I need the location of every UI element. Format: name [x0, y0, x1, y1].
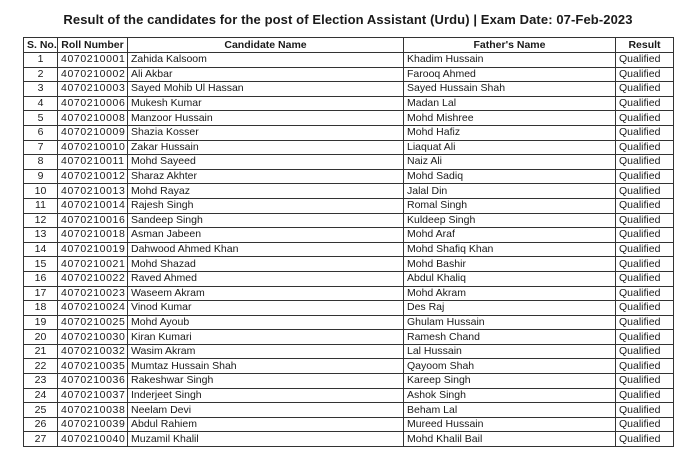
result-cell: Qualified: [616, 53, 674, 68]
result-cell: Qualified: [616, 111, 674, 126]
header-sno: S. No.: [24, 38, 58, 53]
serial-number-cell: 23: [24, 374, 58, 389]
page-title: Result of the candidates for the post of Election Assistant (Urdu) | Exam Date: 07-Feb-2023: [63, 12, 633, 27]
roll-number-cell: 4070210013: [58, 184, 128, 199]
table-body: [24, 53, 674, 447]
fathers-name-cell: Kuldeep Singh: [404, 213, 616, 228]
table-row: [24, 417, 674, 432]
candidate-name-cell: Shazia Kosser: [128, 125, 404, 140]
roll-number-cell: 4070210032: [58, 344, 128, 359]
table-row: [24, 198, 674, 213]
table-row: [24, 67, 674, 82]
serial-number-cell: 10: [24, 184, 58, 199]
roll-number-cell: 4070210038: [58, 403, 128, 418]
fathers-name-cell: Madan Lal: [404, 96, 616, 111]
roll-number-cell: 4070210006: [58, 96, 128, 111]
fathers-name-cell: Mohd Mishree: [404, 111, 616, 126]
candidate-name-cell: Mohd Sayeed: [128, 155, 404, 170]
fathers-name-cell: Mohd Akram: [404, 286, 616, 301]
serial-number-cell: 6: [24, 125, 58, 140]
candidate-name-cell: Sayed Mohib Ul Hassan: [128, 82, 404, 97]
fathers-name-cell: Abdul Khaliq: [404, 271, 616, 286]
candidate-name-cell: Dahwood Ahmed Khan: [128, 242, 404, 257]
result-cell: Qualified: [616, 301, 674, 316]
candidate-name-cell: Neelam Devi: [128, 403, 404, 418]
result-cell: Qualified: [616, 403, 674, 418]
roll-number-cell: 4070210003: [58, 82, 128, 97]
result-cell: Qualified: [616, 228, 674, 243]
result-cell: Qualified: [616, 198, 674, 213]
result-cell: Qualified: [616, 432, 674, 447]
fathers-name-cell: Farooq Ahmed: [404, 67, 616, 82]
table-row: [24, 169, 674, 184]
table-row: [24, 242, 674, 257]
candidate-name-cell: Muzamil Khalil: [128, 432, 404, 447]
table-row: [24, 213, 674, 228]
serial-number-cell: 20: [24, 330, 58, 345]
serial-number-cell: 18: [24, 301, 58, 316]
table-row: [24, 257, 674, 272]
result-cell: Qualified: [616, 96, 674, 111]
candidate-name-cell: Sandeep Singh: [128, 213, 404, 228]
header-roll-number: Roll Number: [58, 38, 128, 53]
fathers-name-cell: Beham Lal: [404, 403, 616, 418]
roll-number-cell: 4070210011: [58, 155, 128, 170]
fathers-name-cell: Liaquat Ali: [404, 140, 616, 155]
roll-number-cell: 4070210023: [58, 286, 128, 301]
candidate-name-cell: Waseem Akram: [128, 286, 404, 301]
header-row: [24, 38, 674, 53]
fathers-name-cell: Mohd Araf: [404, 228, 616, 243]
result-cell: Qualified: [616, 169, 674, 184]
candidate-name-cell: Asman Jabeen: [128, 228, 404, 243]
candidate-name-cell: Mohd Shazad: [128, 257, 404, 272]
table-row: [24, 184, 674, 199]
serial-number-cell: 19: [24, 315, 58, 330]
result-cell: Qualified: [616, 374, 674, 389]
candidate-name-cell: Mohd Ayoub: [128, 315, 404, 330]
serial-number-cell: 7: [24, 140, 58, 155]
candidate-name-cell: Sharaz Akhter: [128, 169, 404, 184]
header-candidate-name: Candidate Name: [128, 38, 404, 53]
table-row: [24, 228, 674, 243]
candidate-name-cell: Abdul Rahiem: [128, 417, 404, 432]
serial-number-cell: 16: [24, 271, 58, 286]
serial-number-cell: 13: [24, 228, 58, 243]
serial-number-cell: 17: [24, 286, 58, 301]
roll-number-cell: 4070210018: [58, 228, 128, 243]
serial-number-cell: 26: [24, 417, 58, 432]
header-fathers-name: Father's Name: [404, 38, 616, 53]
table-row: [24, 344, 674, 359]
serial-number-cell: 25: [24, 403, 58, 418]
table-row: [24, 271, 674, 286]
result-cell: Qualified: [616, 330, 674, 345]
serial-number-cell: 14: [24, 242, 58, 257]
fathers-name-cell: Mohd Shafiq Khan: [404, 242, 616, 257]
candidate-name-cell: Rakeshwar Singh: [128, 374, 404, 389]
serial-number-cell: 5: [24, 111, 58, 126]
roll-number-cell: 4070210009: [58, 125, 128, 140]
table-row: [24, 330, 674, 345]
roll-number-cell: 4070210010: [58, 140, 128, 155]
roll-number-cell: 4070210040: [58, 432, 128, 447]
candidate-name-cell: Kiran Kumari: [128, 330, 404, 345]
fathers-name-cell: Ghulam Hussain: [404, 315, 616, 330]
candidate-name-cell: Wasim Akram: [128, 344, 404, 359]
result-cell: Qualified: [616, 359, 674, 374]
fathers-name-cell: Ramesh Chand: [404, 330, 616, 345]
table-row: [24, 125, 674, 140]
table-row: [24, 359, 674, 374]
result-cell: Qualified: [616, 344, 674, 359]
result-cell: Qualified: [616, 67, 674, 82]
result-cell: Qualified: [616, 242, 674, 257]
serial-number-cell: 8: [24, 155, 58, 170]
fathers-name-cell: Kareep Singh: [404, 374, 616, 389]
candidate-name-cell: Rajesh Singh: [128, 198, 404, 213]
roll-number-cell: 4070210002: [58, 67, 128, 82]
table-row: [24, 315, 674, 330]
roll-number-cell: 4070210012: [58, 169, 128, 184]
table-row: [24, 432, 674, 447]
roll-number-cell: 4070210039: [58, 417, 128, 432]
fathers-name-cell: Ashok Singh: [404, 388, 616, 403]
fathers-name-cell: Sayed Hussain Shah: [404, 82, 616, 97]
roll-number-cell: 4070210008: [58, 111, 128, 126]
candidate-name-cell: Manzoor Hussain: [128, 111, 404, 126]
result-cell: Qualified: [616, 257, 674, 272]
serial-number-cell: 4: [24, 96, 58, 111]
fathers-name-cell: Des Raj: [404, 301, 616, 316]
fathers-name-cell: Romal Singh: [404, 198, 616, 213]
header-result: Result: [616, 38, 674, 53]
fathers-name-cell: Lal Hussain: [404, 344, 616, 359]
result-cell: Qualified: [616, 140, 674, 155]
serial-number-cell: 27: [24, 432, 58, 447]
fathers-name-cell: Mohd Sadiq: [404, 169, 616, 184]
table-row: [24, 140, 674, 155]
roll-number-cell: 4070210022: [58, 271, 128, 286]
fathers-name-cell: Qayoom Shah: [404, 359, 616, 374]
table-row: [24, 403, 674, 418]
result-cell: Qualified: [616, 82, 674, 97]
results-table: [23, 37, 674, 447]
fathers-name-cell: Khadim Hussain: [404, 53, 616, 68]
roll-number-cell: 4070210036: [58, 374, 128, 389]
roll-number-cell: 4070210024: [58, 301, 128, 316]
candidate-name-cell: Ali Akbar: [128, 67, 404, 82]
roll-number-cell: 4070210021: [58, 257, 128, 272]
table-row: [24, 155, 674, 170]
serial-number-cell: 9: [24, 169, 58, 184]
roll-number-cell: 4070210001: [58, 53, 128, 68]
serial-number-cell: 12: [24, 213, 58, 228]
serial-number-cell: 22: [24, 359, 58, 374]
candidate-name-cell: Raved Ahmed: [128, 271, 404, 286]
roll-number-cell: 4070210014: [58, 198, 128, 213]
result-cell: Qualified: [616, 213, 674, 228]
serial-number-cell: 21: [24, 344, 58, 359]
result-cell: Qualified: [616, 388, 674, 403]
fathers-name-cell: Mureed Hussain: [404, 417, 616, 432]
table-row: [24, 374, 674, 389]
table-row: [24, 53, 674, 68]
result-cell: Qualified: [616, 271, 674, 286]
roll-number-cell: 4070210037: [58, 388, 128, 403]
roll-number-cell: 4070210025: [58, 315, 128, 330]
result-cell: Qualified: [616, 417, 674, 432]
fathers-name-cell: Mohd Hafiz: [404, 125, 616, 140]
candidate-name-cell: Mohd Rayaz: [128, 184, 404, 199]
serial-number-cell: 1: [24, 53, 58, 68]
table-row: [24, 301, 674, 316]
candidate-name-cell: Mumtaz Hussain Shah: [128, 359, 404, 374]
candidate-name-cell: Mukesh Kumar: [128, 96, 404, 111]
fathers-name-cell: Jalal Din: [404, 184, 616, 199]
table-row: [24, 388, 674, 403]
table-row: [24, 82, 674, 97]
serial-number-cell: 2: [24, 67, 58, 82]
result-cell: Qualified: [616, 286, 674, 301]
candidate-name-cell: Vinod Kumar: [128, 301, 404, 316]
result-cell: Qualified: [616, 125, 674, 140]
table-row: [24, 96, 674, 111]
serial-number-cell: 15: [24, 257, 58, 272]
table-row: [24, 111, 674, 126]
result-cell: Qualified: [616, 155, 674, 170]
result-cell: Qualified: [616, 184, 674, 199]
candidate-name-cell: Inderjeet Singh: [128, 388, 404, 403]
serial-number-cell: 11: [24, 198, 58, 213]
roll-number-cell: 4070210016: [58, 213, 128, 228]
roll-number-cell: 4070210030: [58, 330, 128, 345]
candidate-name-cell: Zahida Kalsoom: [128, 53, 404, 68]
fathers-name-cell: Naiz Ali: [404, 155, 616, 170]
serial-number-cell: 3: [24, 82, 58, 97]
roll-number-cell: 4070210019: [58, 242, 128, 257]
table-row: [24, 286, 674, 301]
fathers-name-cell: Mohd Bashir: [404, 257, 616, 272]
fathers-name-cell: Mohd Khalil Bail: [404, 432, 616, 447]
serial-number-cell: 24: [24, 388, 58, 403]
roll-number-cell: 4070210035: [58, 359, 128, 374]
result-cell: Qualified: [616, 315, 674, 330]
candidate-name-cell: Zakar Hussain: [128, 140, 404, 155]
